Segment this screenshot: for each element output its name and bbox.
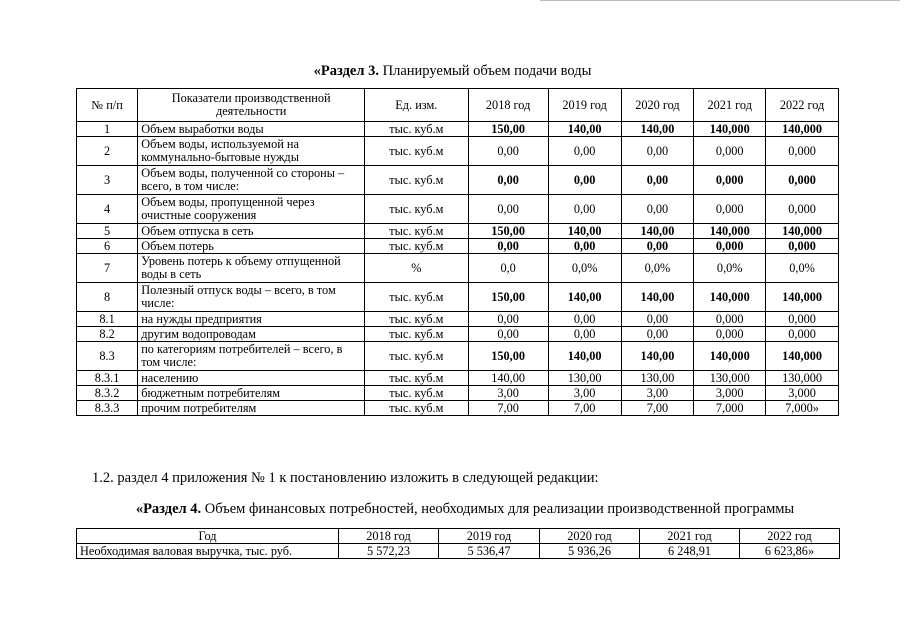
row-number: 8.2 bbox=[77, 327, 138, 342]
value-cell: 150,00 bbox=[468, 122, 548, 137]
table-row bbox=[77, 312, 839, 327]
value-cell: 0,00 bbox=[468, 137, 548, 166]
value-cell: 130,000 bbox=[694, 371, 766, 386]
value-cell: 0,00 bbox=[548, 239, 621, 254]
value-cell: 3,00 bbox=[548, 386, 621, 401]
financial-needs-table bbox=[76, 528, 840, 559]
value-cell: 3,000 bbox=[766, 386, 839, 401]
value-cell: 150,00 bbox=[468, 342, 548, 371]
value-cell: 0,000 bbox=[694, 327, 766, 342]
unit-cell: тыс. куб.м bbox=[365, 342, 468, 371]
indicator-name: Объем потерь bbox=[138, 239, 365, 254]
value-cell: 0,000 bbox=[766, 312, 839, 327]
table-row bbox=[77, 122, 839, 137]
unit-cell: тыс. куб.м bbox=[365, 283, 468, 312]
value-cell: 0,000 bbox=[694, 239, 766, 254]
value-cell: 140,00 bbox=[468, 371, 548, 386]
section3-title-text: Планируемый объем подачи воды bbox=[378, 63, 592, 79]
unit-cell: тыс. куб.м bbox=[365, 386, 468, 401]
value-cell: 140,000 bbox=[766, 342, 839, 371]
unit-cell: тыс. куб.м bbox=[365, 312, 468, 327]
value-cell: 140,000 bbox=[766, 224, 839, 239]
table-row bbox=[77, 342, 839, 371]
row-number: 4 bbox=[77, 195, 138, 224]
indicator-name: Объем воды, полученной со стороны – всего, в том числе: bbox=[138, 166, 365, 195]
value-cell: 7,00 bbox=[548, 401, 621, 416]
unit-cell: тыс. куб.м bbox=[365, 239, 468, 254]
table-row bbox=[77, 283, 839, 312]
indicator-name: другим водопроводам bbox=[138, 327, 365, 342]
value-cell: 0,00 bbox=[548, 166, 621, 195]
value-cell: 6 248,91 bbox=[640, 544, 740, 559]
value-cell: 0,0% bbox=[548, 254, 621, 283]
unit-cell: тыс. куб.м bbox=[365, 401, 468, 416]
value-cell: 0,00 bbox=[621, 239, 694, 254]
value-cell: 0,0% bbox=[766, 254, 839, 283]
indicator-name: на нужды предприятия bbox=[138, 312, 365, 327]
value-cell: 130,00 bbox=[548, 371, 621, 386]
unit-cell: тыс. куб.м bbox=[365, 137, 468, 166]
table-row bbox=[77, 166, 839, 195]
unit-cell: тыс. куб.м bbox=[365, 224, 468, 239]
table-row bbox=[77, 137, 839, 166]
row-number: 5 bbox=[77, 224, 138, 239]
unit-cell: тыс. куб.м bbox=[365, 166, 468, 195]
row-number: 8.3 bbox=[77, 342, 138, 371]
value-cell: 7,00 bbox=[468, 401, 548, 416]
row-number: 1 bbox=[77, 122, 138, 137]
indicator-name: Объем отпуска в сеть bbox=[138, 224, 365, 239]
value-cell: 0,00 bbox=[468, 195, 548, 224]
column-header: 2020 год bbox=[540, 529, 640, 544]
column-header: 2022 год bbox=[740, 529, 840, 544]
value-cell: 0,00 bbox=[548, 137, 621, 166]
section3-title-label: «Раздел 3. bbox=[313, 63, 379, 79]
value-cell: 0,000 bbox=[766, 195, 839, 224]
value-cell: 3,00 bbox=[468, 386, 548, 401]
indicator-name: прочим потребителям bbox=[138, 401, 365, 416]
value-cell: 7,000» bbox=[766, 401, 839, 416]
water-supply-table bbox=[76, 88, 839, 416]
table-row bbox=[77, 195, 839, 224]
table-header-row bbox=[77, 529, 840, 544]
value-cell: 140,00 bbox=[548, 283, 621, 312]
row-number: 8.1 bbox=[77, 312, 138, 327]
row-number: 7 bbox=[77, 254, 138, 283]
indicator-name: Полезный отпуск воды – всего, в том числе: bbox=[138, 283, 365, 312]
row-number: 6 bbox=[77, 239, 138, 254]
column-header: 2020 год bbox=[621, 89, 694, 122]
column-header: 2018 год bbox=[468, 89, 548, 122]
row-label: Необходимая валовая выручка, тыс. руб. bbox=[77, 544, 339, 559]
row-number: 8.3.3 bbox=[77, 401, 138, 416]
value-cell: 0,00 bbox=[621, 166, 694, 195]
value-cell: 140,000 bbox=[766, 122, 839, 137]
column-header: 2019 год bbox=[548, 89, 621, 122]
section3-title bbox=[0, 63, 905, 80]
value-cell: 0,000 bbox=[694, 137, 766, 166]
indicator-name: Объем выработки воды bbox=[138, 122, 365, 137]
column-header: 2021 год bbox=[640, 529, 740, 544]
amendment-paragraph: 1.2. раздел 4 приложения № 1 к постановлению изложить в следующей редакции: bbox=[92, 470, 599, 486]
value-cell: 150,00 bbox=[468, 283, 548, 312]
section4-title-text: Объем финансовых потребностей, необходимых для реализации производственной программы bbox=[201, 501, 795, 517]
row-number: 8 bbox=[77, 283, 138, 312]
value-cell: 140,000 bbox=[766, 283, 839, 312]
value-cell: 6 623,86» bbox=[740, 544, 840, 559]
indicator-name: по категориям потребителей – всего, в том числе: bbox=[138, 342, 365, 371]
indicator-name: Уровень потерь к объему отпущенной воды в сеть bbox=[138, 254, 365, 283]
value-cell: 0,0% bbox=[621, 254, 694, 283]
unit-cell: тыс. куб.м bbox=[365, 195, 468, 224]
value-cell: 130,00 bbox=[621, 371, 694, 386]
value-cell: 3,00 bbox=[621, 386, 694, 401]
value-cell: 150,00 bbox=[468, 224, 548, 239]
value-cell: 140,000 bbox=[694, 342, 766, 371]
table-row bbox=[77, 401, 839, 416]
value-cell: 0,0 bbox=[468, 254, 548, 283]
value-cell: 0,00 bbox=[468, 327, 548, 342]
unit-cell: тыс. куб.м bbox=[365, 122, 468, 137]
unit-cell: тыс. куб.м bbox=[365, 327, 468, 342]
table-row bbox=[77, 386, 839, 401]
column-header: 2022 год bbox=[766, 89, 839, 122]
table-row bbox=[77, 239, 839, 254]
section4-title-label: «Раздел 4. bbox=[135, 501, 202, 517]
indicator-name: Объем воды, используемой на коммунально-бытовые нужды bbox=[138, 137, 365, 166]
value-cell: 5 936,26 bbox=[540, 544, 640, 559]
indicator-name: Объем воды, пропущенной через очистные сооружения bbox=[138, 195, 365, 224]
value-cell: 140,000 bbox=[694, 224, 766, 239]
table-row bbox=[77, 327, 839, 342]
value-cell: 0,00 bbox=[548, 327, 621, 342]
value-cell: 140,000 bbox=[694, 283, 766, 312]
value-cell: 140,00 bbox=[548, 122, 621, 137]
table-row bbox=[77, 224, 839, 239]
unit-cell: % bbox=[365, 254, 468, 283]
scan-edge-line bbox=[540, 0, 900, 1]
value-cell: 7,000 bbox=[694, 401, 766, 416]
value-cell: 0,000 bbox=[766, 137, 839, 166]
value-cell: 0,00 bbox=[621, 327, 694, 342]
value-cell: 3,000 bbox=[694, 386, 766, 401]
value-cell: 0,00 bbox=[468, 166, 548, 195]
value-cell: 5 536,47 bbox=[439, 544, 540, 559]
section4-title bbox=[45, 501, 885, 518]
column-header: 2021 год bbox=[694, 89, 766, 122]
value-cell: 0,000 bbox=[766, 166, 839, 195]
value-cell: 140,00 bbox=[548, 342, 621, 371]
value-cell: 0,00 bbox=[621, 137, 694, 166]
row-number: 8.3.2 bbox=[77, 386, 138, 401]
value-cell: 0,00 bbox=[548, 195, 621, 224]
row-number: 8.3.1 bbox=[77, 371, 138, 386]
column-header: Ед. изм. bbox=[365, 89, 468, 122]
value-cell: 0,000 bbox=[694, 195, 766, 224]
value-cell: 0,00 bbox=[468, 312, 548, 327]
value-cell: 140,00 bbox=[621, 122, 694, 137]
value-cell: 140,00 bbox=[621, 283, 694, 312]
value-cell: 0,000 bbox=[694, 312, 766, 327]
column-header: 2018 год bbox=[339, 529, 439, 544]
unit-cell: тыс. куб.м bbox=[365, 371, 468, 386]
value-cell: 0,00 bbox=[548, 312, 621, 327]
table-row bbox=[77, 544, 840, 559]
indicator-name: населению bbox=[138, 371, 365, 386]
value-cell: 0,0% bbox=[694, 254, 766, 283]
indicator-name: бюджетным потребителям bbox=[138, 386, 365, 401]
column-header: № п/п bbox=[77, 89, 138, 122]
value-cell: 130,000 bbox=[766, 371, 839, 386]
column-header: 2019 год bbox=[439, 529, 540, 544]
value-cell: 0,000 bbox=[694, 166, 766, 195]
row-number: 3 bbox=[77, 166, 138, 195]
value-cell: 0,000 bbox=[766, 239, 839, 254]
row-number: 2 bbox=[77, 137, 138, 166]
value-cell: 0,000 bbox=[766, 327, 839, 342]
table-row bbox=[77, 371, 839, 386]
value-cell: 0,00 bbox=[468, 239, 548, 254]
value-cell: 0,00 bbox=[621, 195, 694, 224]
column-header: Год bbox=[77, 529, 339, 544]
table-row bbox=[77, 254, 839, 283]
value-cell: 140,00 bbox=[548, 224, 621, 239]
value-cell: 140,000 bbox=[694, 122, 766, 137]
value-cell: 140,00 bbox=[621, 342, 694, 371]
column-header: Показатели производственной деятельности bbox=[138, 89, 365, 122]
value-cell: 5 572,23 bbox=[339, 544, 439, 559]
value-cell: 140,00 bbox=[621, 224, 694, 239]
table-header-row bbox=[77, 89, 839, 122]
value-cell: 7,00 bbox=[621, 401, 694, 416]
value-cell: 0,00 bbox=[621, 312, 694, 327]
